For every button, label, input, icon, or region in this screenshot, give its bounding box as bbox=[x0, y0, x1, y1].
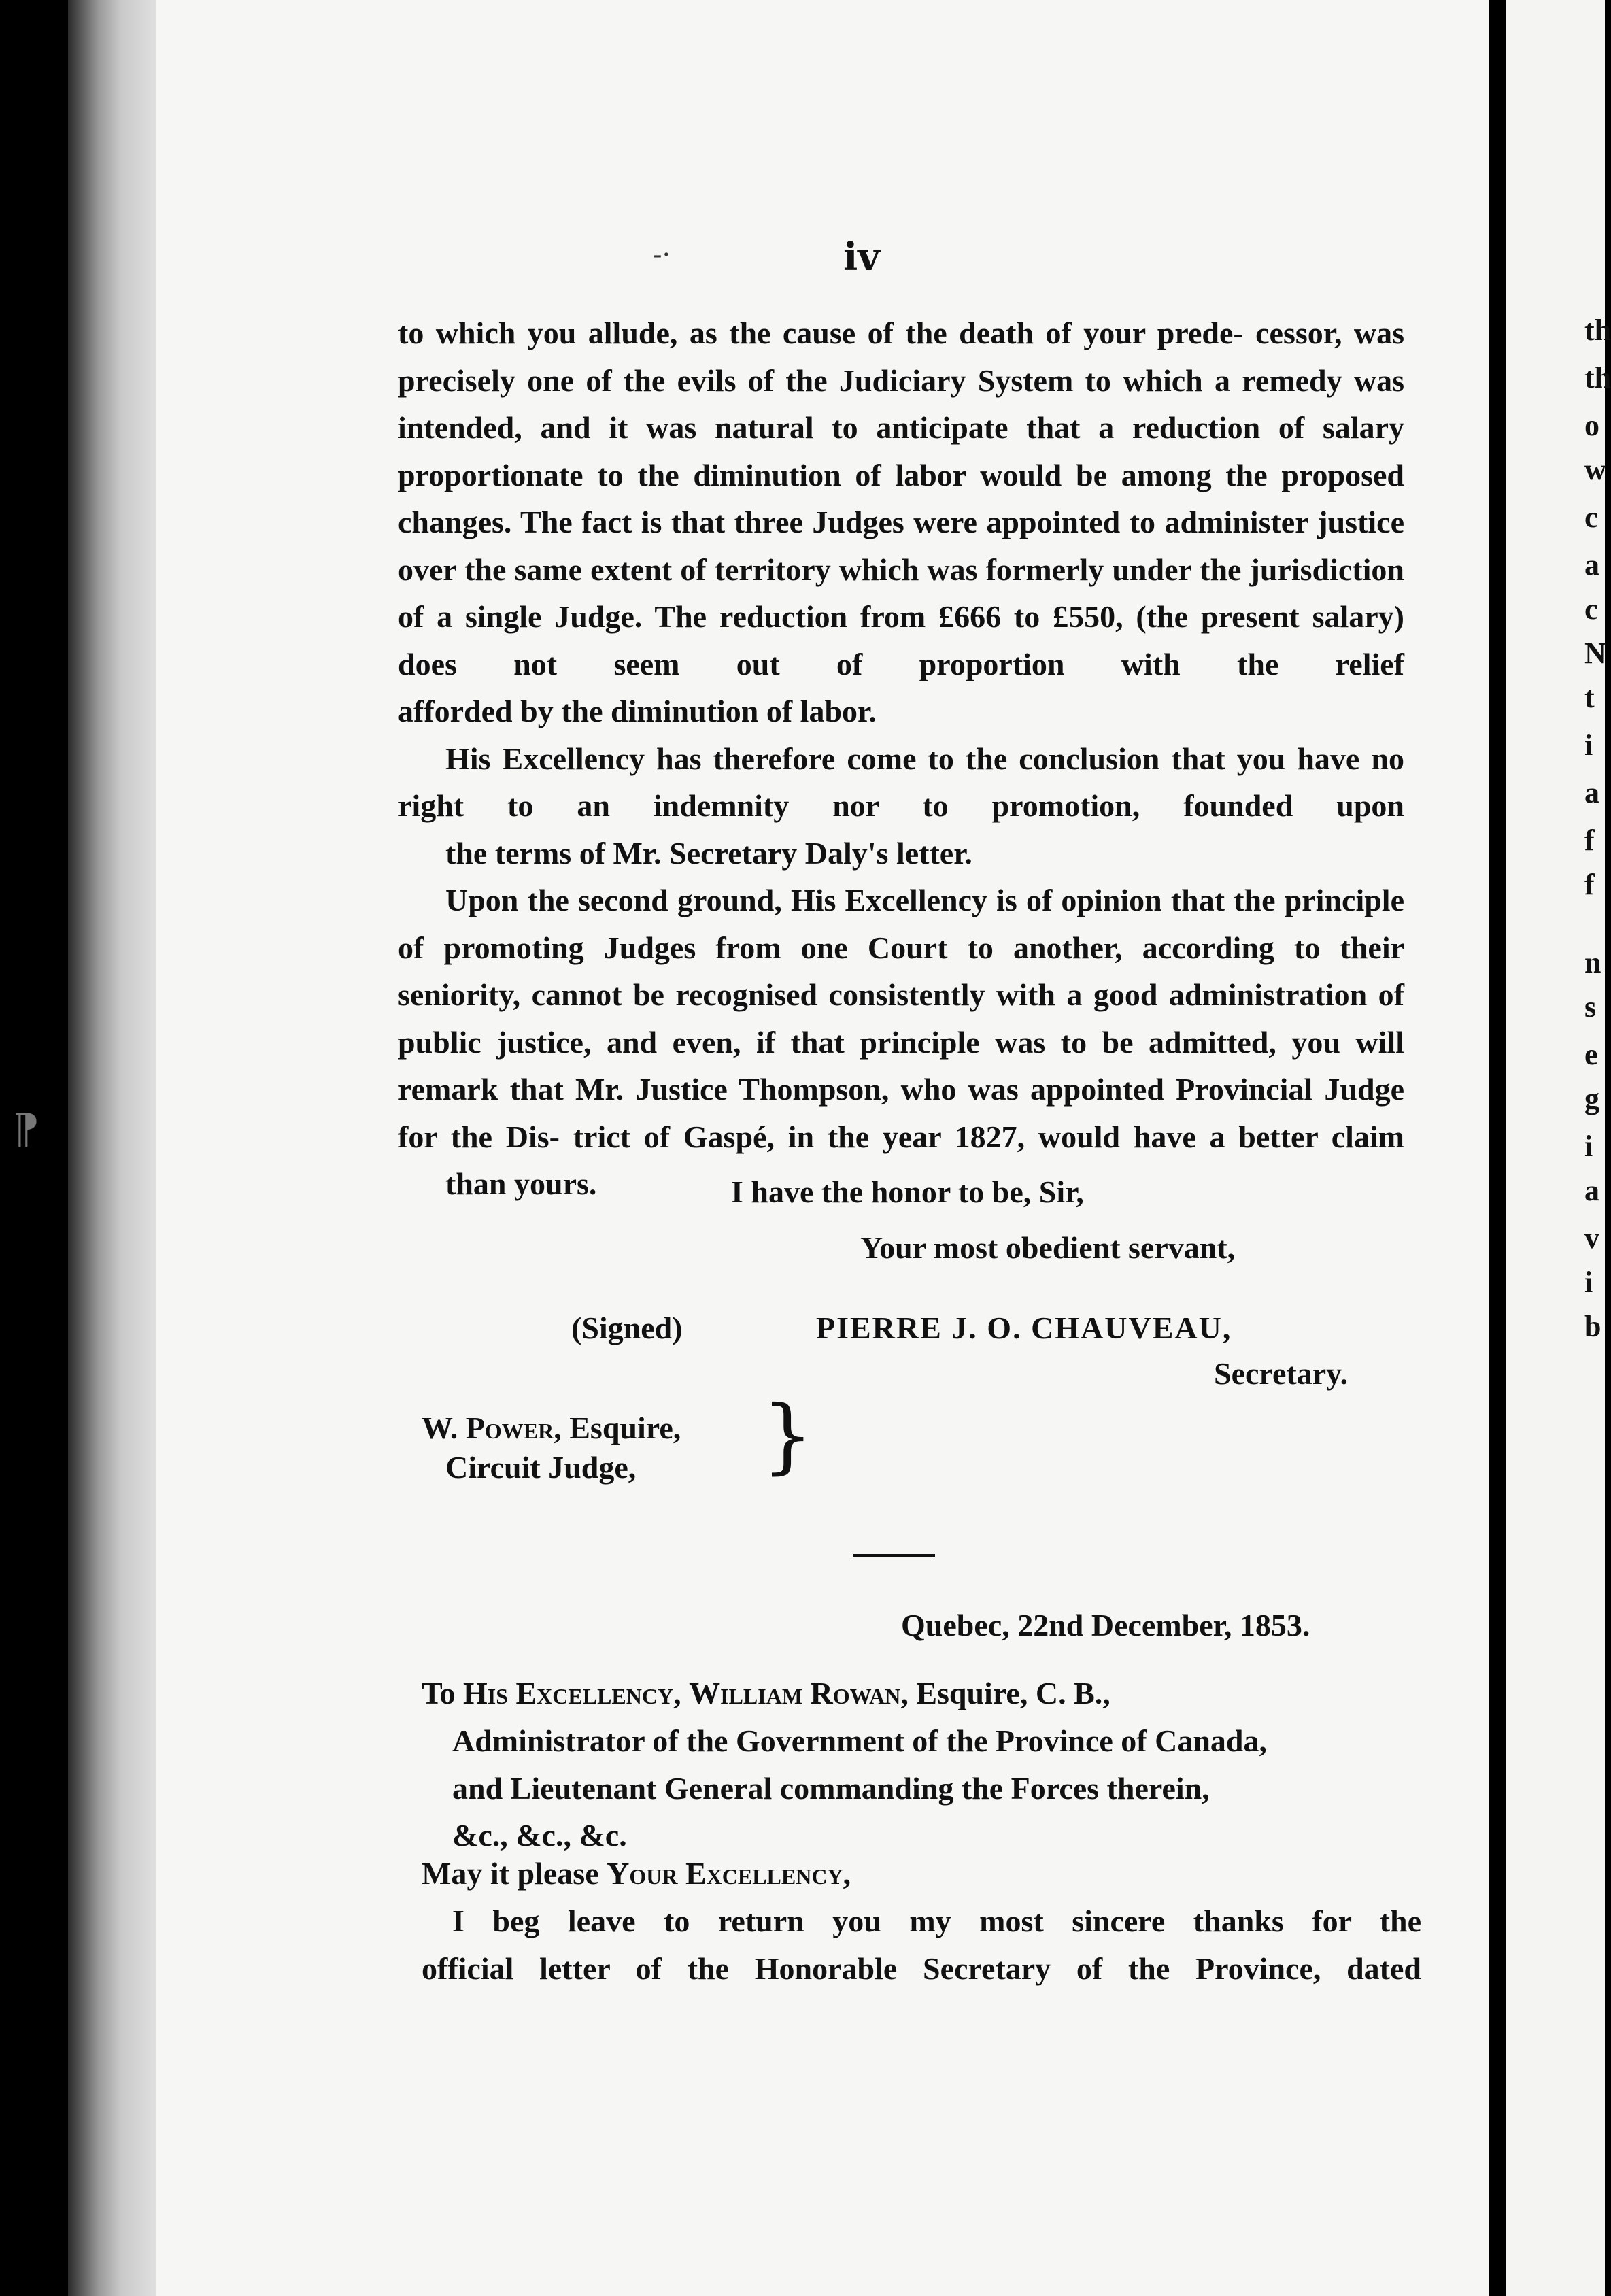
his: His bbox=[462, 1676, 508, 1710]
address-line: and Lieutenant General commanding the Forces therein, bbox=[452, 1770, 1210, 1806]
recipient-name: William Rowan bbox=[689, 1676, 901, 1710]
facing-fragment: a bbox=[1584, 776, 1599, 809]
facing-fragment: f bbox=[1584, 868, 1595, 901]
addressee-suffix: , Esquire, bbox=[554, 1411, 681, 1445]
text-line: according to their seniority, cannot be recognised consistently bbox=[398, 930, 1405, 1012]
text-line: of a single Judge. The reduction from £666 to £550, (the bbox=[398, 599, 1189, 634]
addressee-brace: } bbox=[762, 1389, 814, 1483]
text-line: have no right to an indemnity nor to promotion, founded upon bbox=[398, 741, 1404, 823]
text-line: with a good administration of public justice, and even, if that bbox=[398, 977, 1404, 1060]
facing-fragment: N bbox=[1584, 637, 1606, 670]
text-line: than yours. bbox=[445, 1166, 597, 1201]
letter-recipient: To His Excellency, William Rowan, Esquire, C. B., bbox=[422, 1676, 1110, 1710]
facing-fragment: t bbox=[1584, 681, 1595, 714]
facing-fragment: o bbox=[1584, 409, 1599, 442]
page-mark-top: -· bbox=[653, 239, 671, 271]
text-line: afforded by the diminution of labor. bbox=[398, 694, 877, 728]
facing-fragment: w bbox=[1584, 453, 1606, 486]
address-line: Administrator of the Government of the Province of Canada, bbox=[452, 1723, 1267, 1758]
facing-fragment: s bbox=[1584, 990, 1597, 1024]
paragraph-1 bbox=[398, 309, 1404, 735]
paragraph-2 bbox=[398, 735, 1404, 877]
text-line: present salary) does not seem out of proportion with the relief bbox=[398, 599, 1404, 681]
text-line: official letter of the Honorable Secretary of the Province, dated bbox=[422, 1951, 1421, 1986]
facing-fragment: c bbox=[1584, 501, 1598, 534]
facing-fragment: th bbox=[1584, 314, 1611, 347]
facing-fragment: c bbox=[1584, 592, 1598, 626]
text-line: cessor, was precisely one of the evils of the Judiciary System to bbox=[398, 316, 1405, 398]
facing-fragment: e bbox=[1584, 1038, 1598, 1071]
facing-fragment: i bbox=[1584, 728, 1593, 762]
facing-fragment: f bbox=[1584, 824, 1595, 857]
letter-body bbox=[398, 309, 1404, 1208]
facing-fragment: a bbox=[1584, 1174, 1599, 1207]
facing-fragment: v bbox=[1584, 1221, 1599, 1255]
text-line: which a remedy was intended, and it was natural to anticipate bbox=[398, 362, 1405, 445]
text-line: I beg leave to return you my most sincere thanks for the bbox=[452, 1904, 1421, 1938]
text-line: principle was to be admitted, you will remark that Mr. Justice bbox=[398, 1024, 1404, 1107]
recipient-suffix: , Esquire, C. B., bbox=[900, 1676, 1110, 1710]
text-line: Upon the second ground, His Excellency is of opinion that bbox=[445, 883, 1225, 917]
facing-fragment: g bbox=[1584, 1082, 1599, 1115]
salutation-prefix: May it please bbox=[422, 1856, 599, 1891]
address-line: &c., &c., &c. bbox=[452, 1818, 627, 1853]
text-line: the principle of promoting Judges from one Court to another, bbox=[398, 883, 1405, 965]
closing-line-1: I have the honor to be, Sir, bbox=[731, 1175, 1084, 1209]
paragraph-3 bbox=[398, 877, 1404, 1208]
facing-fragment: b bbox=[1584, 1310, 1601, 1343]
text-line: trict of Gaspé, in the year 1827, would have a better claim bbox=[573, 1119, 1404, 1154]
facing-fragment: i bbox=[1584, 1266, 1593, 1299]
salutation bbox=[422, 1850, 851, 1897]
closing-line-2: Your most obedient servant, bbox=[860, 1230, 1236, 1265]
signatory-title: Secretary. bbox=[1214, 1356, 1349, 1391]
text-line: Thompson, who was appointed Provincial Judge for the Dis- bbox=[398, 1072, 1404, 1154]
facing-fragment: n bbox=[1584, 946, 1601, 979]
signed-label: (Signed) bbox=[571, 1311, 683, 1345]
text-line: extent of territory which was formerly under the jurisdiction bbox=[590, 552, 1404, 587]
page-number: iv bbox=[843, 235, 880, 280]
facing-fragment: a bbox=[1584, 548, 1599, 581]
facing-fragment: i bbox=[1584, 1130, 1593, 1163]
text-line: His Excellency has therefore come to the conclusion that you bbox=[445, 741, 1286, 776]
salutation-title: Your Excellency bbox=[607, 1856, 843, 1891]
text-line: the terms of Mr. Secretary Daly's letter. bbox=[445, 835, 972, 871]
section-divider bbox=[853, 1554, 935, 1557]
addressee-initial: W. P bbox=[422, 1411, 485, 1445]
excellency: Excellency bbox=[515, 1676, 674, 1710]
text-line: three Judges were appointed to administer justice over the same bbox=[398, 505, 1404, 587]
recipient-address bbox=[452, 1717, 1418, 1859]
salutation-suffix: , bbox=[843, 1856, 851, 1891]
page-gutter bbox=[1489, 0, 1506, 2296]
addressee-surname: ower bbox=[484, 1411, 554, 1445]
text-line: labor would be among the proposed changes. The fact is that bbox=[398, 457, 1404, 539]
to-prefix: To bbox=[422, 1676, 456, 1710]
text-line: to which you allude, as the cause of the death of your prede- bbox=[398, 316, 1244, 350]
page-mark-left: ⁋ bbox=[14, 1105, 40, 1153]
text-line: that a reduction of salary proportionate to the diminution of bbox=[398, 410, 1404, 492]
letter-2-body bbox=[422, 1897, 1421, 1992]
page-edge-shadow bbox=[68, 0, 156, 2296]
signatory-name: PIERRE J. O. CHAUVEAU, bbox=[816, 1311, 1232, 1345]
facing-fragment: th bbox=[1584, 361, 1611, 394]
addressee-role: Circuit Judge, bbox=[445, 1450, 637, 1485]
letter-date: Quebec, 22nd December, 1853. bbox=[901, 1608, 1310, 1642]
